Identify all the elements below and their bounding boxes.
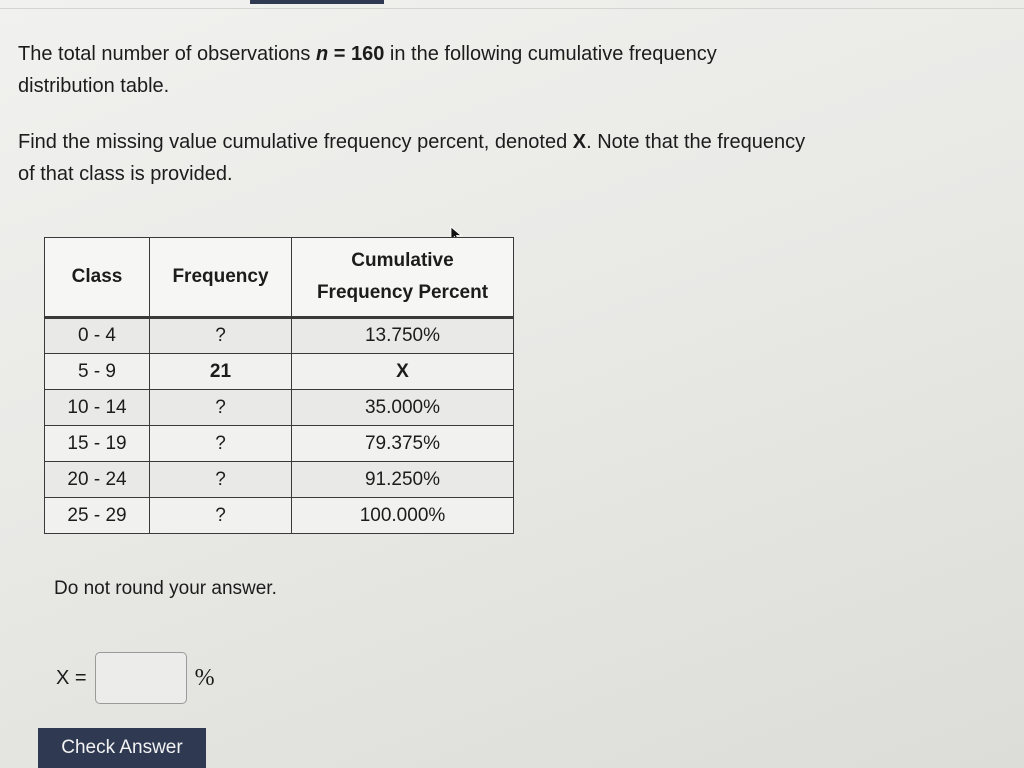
table-row [45,318,514,354]
top-divider [0,8,1024,9]
table-row [45,498,514,534]
cell-cumulative: 79.375% [292,426,514,462]
cell-class: 15 - 19 [45,426,150,462]
table-header-row [45,238,514,318]
cell-class: 25 - 29 [45,498,150,534]
n-value: = 160 [328,43,385,65]
cell-frequency: 21 [150,354,292,390]
cell-class: 5 - 9 [45,354,150,390]
header-frequency: Frequency [150,238,292,318]
header-cumulative: Cumulative Frequency Percent [292,238,514,318]
cell-frequency: ? [150,462,292,498]
top-bar-accent [250,0,384,4]
table-row [45,462,514,498]
question-text [18,38,818,214]
answer-input[interactable] [95,652,187,704]
answer-row [56,652,215,704]
x-symbol: X [572,131,587,153]
cell-cumulative: 13.750% [292,318,514,354]
cell-frequency: ? [150,318,292,354]
cell-cumulative: X [292,354,514,390]
cell-frequency: ? [150,390,292,426]
cell-frequency: ? [150,498,292,534]
cell-cumulative: 91.250% [292,462,514,498]
check-answer-button[interactable]: Check Answer [38,728,206,768]
cell-class: 20 - 24 [45,462,150,498]
cell-class: 10 - 14 [45,390,150,426]
rounding-note: Do not round your answer. [54,578,277,599]
cell-cumulative: 100.000% [292,498,514,534]
cell-class: 0 - 4 [45,318,150,354]
question-paragraph-2: Find the missing value cumulative frequency percent, denoted X. Note that the frequency of that class is provided. [18,131,806,185]
cumulative-frequency-table [44,237,514,534]
cell-cumulative: 35.000% [292,390,514,426]
table-row [45,390,514,426]
cell-frequency: ? [150,426,292,462]
n-symbol: n [315,43,329,65]
table-row [45,354,514,390]
answer-label: X = [56,666,87,689]
percent-unit: % [194,664,215,691]
table-row [45,426,514,462]
header-class: Class [45,238,150,318]
question-paragraph-1: The total number of observations n = 160 in the following cumulative frequency distribution table. [18,43,717,97]
